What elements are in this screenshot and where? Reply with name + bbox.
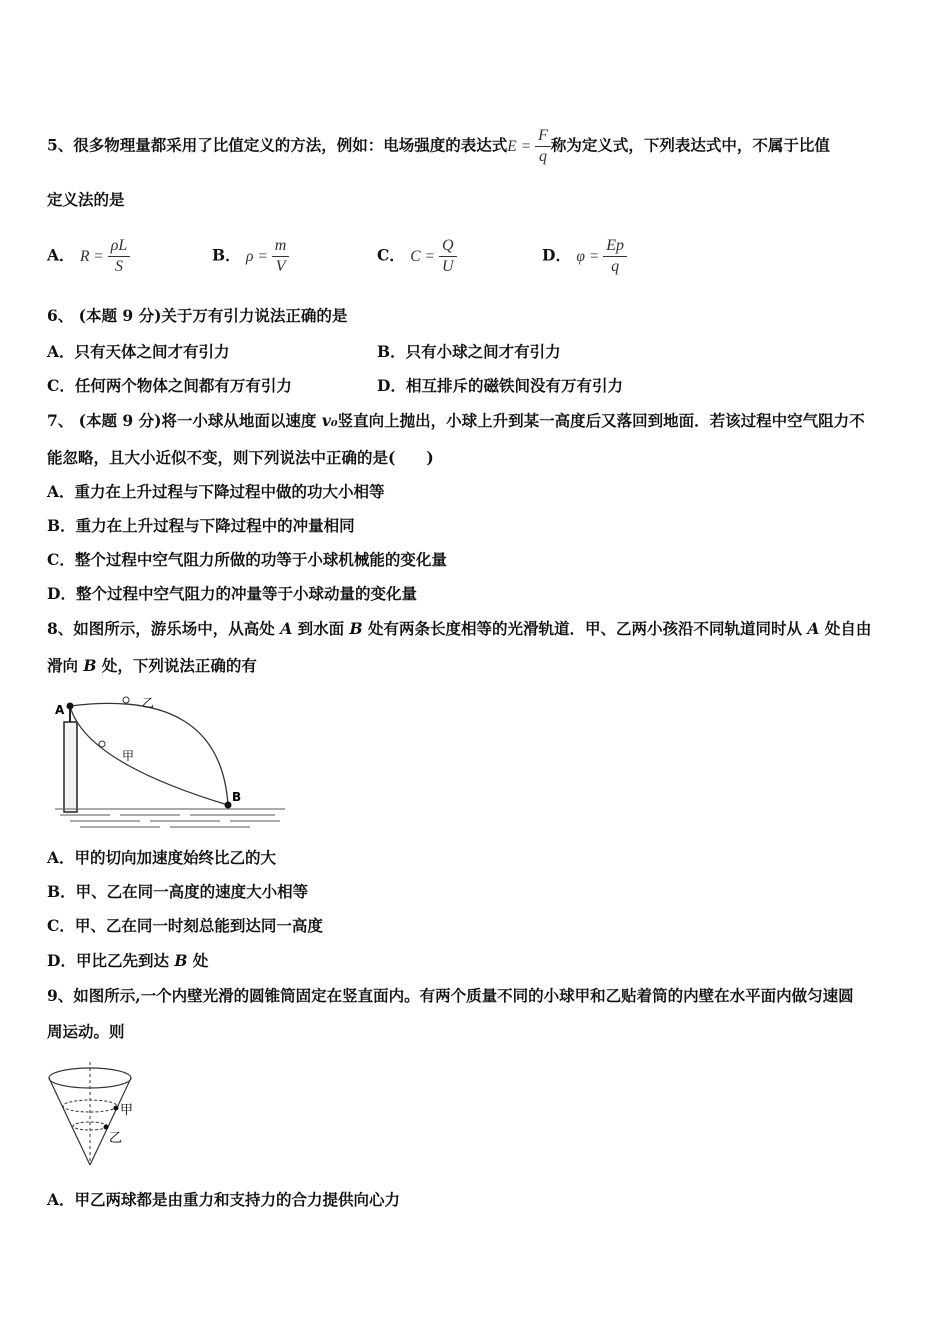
point-b (225, 802, 232, 809)
ball-jia (114, 1106, 119, 1111)
label-yi: 乙 (109, 1131, 123, 1146)
track-jia (70, 706, 228, 805)
track-yi (70, 703, 228, 805)
q5-stem-line2: 定义法的是 (47, 190, 125, 209)
label-b: B (232, 790, 242, 804)
q6-option-d[interactable]: D．相互排斥的磁铁间没有万有引力 (377, 376, 623, 395)
q7-stem-line1: 7、 (本题 9 分)将一小球从地面以速度 v₀竖直向上抛出，小球上升到某一高度后又落回到地面．若该过程中空气阻力不 (47, 411, 865, 430)
q8-stem-line1: 8、如图所示，游乐场中，从高处 A 到水面 B 处有两条长度相等的光滑轨道．甲、乙两小孩沿不同轨道同时从 A 处自由 (47, 619, 872, 638)
q5-stem-line1: 5、很多物理量都采用了比值定义的方法，例如：电场强度的表达式 E = $\frac{F}{q}$ 称为定义式，下列表达式中，不属于比值 (47, 127, 830, 165)
q9-stem-line2: 周运动。则 (47, 1022, 125, 1041)
cone-right-side (90, 1078, 134, 1165)
q7-option-a[interactable]: A．重力在上升过程与下降过程中做的功大小相等 (47, 482, 385, 501)
water-surface (55, 809, 285, 827)
q8-option-d[interactable]: D．甲比乙先到达 B 处 (47, 951, 209, 970)
q5-option-d[interactable]: D． φ = $\frac{Ep}{q}$ (542, 236, 627, 277)
label-jia: 甲 (122, 749, 135, 763)
q9-option-a[interactable]: A．甲乙两球都是由重力和支持力的合力提供向心力 (47, 1190, 401, 1209)
q6-option-c[interactable]: C．任何两个物体之间都有万有引力 (47, 376, 292, 395)
label-jia: 甲 (120, 1103, 134, 1118)
ball-yi (104, 1125, 109, 1130)
tower (64, 722, 77, 812)
q6-option-a[interactable]: A．只有天体之间才有引力 (47, 342, 230, 361)
q6-stem: 6、 (本题 9 分)关于万有引力说法正确的是 (47, 306, 348, 325)
q7-option-b[interactable]: B．重力在上升过程与下降过程中的冲量相同 (47, 516, 355, 535)
q5-formula: E = $\frac{F}{q}$ (507, 126, 551, 167)
q8-option-c[interactable]: C．甲、乙在同一时刻总能到达同一高度 (47, 916, 323, 935)
child-jia-icon (99, 741, 105, 747)
q9-stem-line1: 9、如图所示,一个内壁光滑的圆锥筒固定在竖直面内。有两个质量不同的小球甲和乙贴着筒的内壁在水平面内做匀速圆 (47, 986, 854, 1005)
cone-left-side (49, 1078, 90, 1165)
q7-option-c[interactable]: C．整个过程中空气阻力所做的功等于小球机械能的变化量 (47, 550, 447, 569)
q5-option-b[interactable]: B． ρ = $\frac{m}{V}$ (212, 236, 289, 277)
label-yi: 乙 (142, 696, 155, 710)
q8-option-a[interactable]: A．甲的切向加速度始终比乙的大 (47, 848, 277, 867)
q9-cone-figure (44, 1060, 154, 1170)
q8-option-b[interactable]: B．甲、乙在同一高度的速度大小相等 (47, 882, 309, 901)
q7-stem-line2: 能忽略，且大小近似不变，则下列说法中正确的是( ) (47, 448, 434, 467)
q8-stem-line2: 滑向 B 处，下列说法正确的有 (47, 656, 257, 675)
q5-option-a[interactable]: A． R = $\frac{\rho L}{S}$ (47, 236, 130, 277)
q8-track-figure (50, 692, 290, 832)
child-yi-icon (123, 697, 129, 703)
label-a: A (55, 703, 65, 717)
q7-option-d[interactable]: D．整个过程中空气阻力的冲量等于小球动量的变化量 (47, 584, 417, 603)
q6-option-b[interactable]: B．只有小球之间才有引力 (377, 342, 561, 361)
q5-option-c[interactable]: C． C = $\frac{Q}{U}$ (377, 236, 457, 277)
point-a (67, 703, 74, 710)
